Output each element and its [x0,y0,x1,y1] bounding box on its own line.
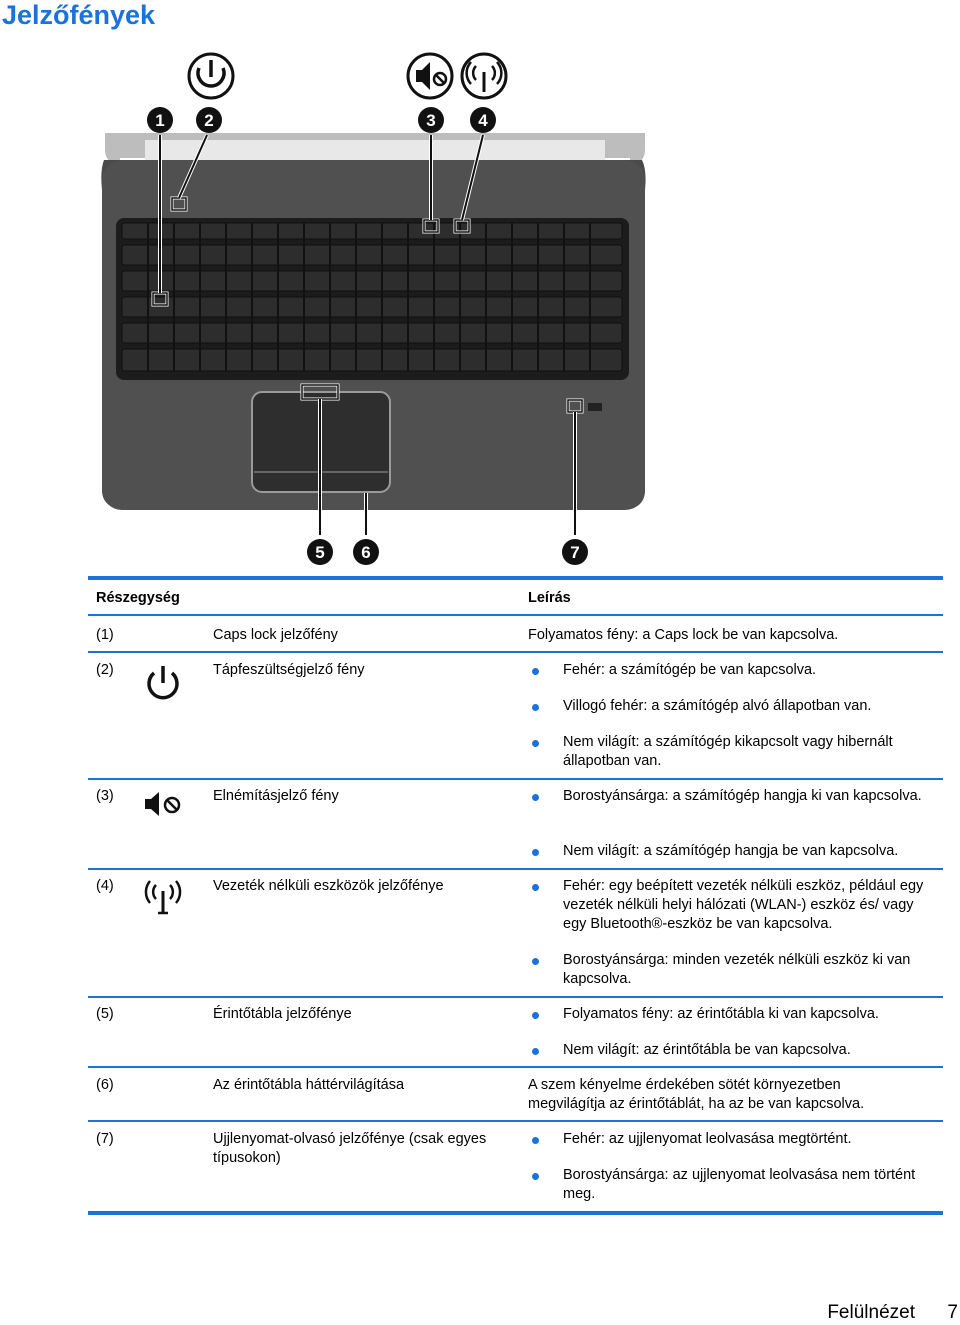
bullet-text: Fehér: az ujjlenyomat leolvasása megtörtént. [563,1131,852,1147]
table-rule [88,651,943,653]
header-description: Leírás [528,590,571,606]
row-name: Érintőtábla jelzőfénye [213,1006,352,1022]
bullet-text: Nem világít: az érintőtábla be van kapcsolva. [563,1042,851,1058]
callout-label: 3 [426,111,436,130]
row-num: (4) [96,878,114,894]
row-name: Ujjlenyomat-olvasó jelzőfénye (csak egyes típusokon) [213,1131,487,1166]
callout-label: 4 [478,111,488,130]
power-icon [189,54,233,98]
callout-label: 6 [361,543,371,562]
row-num: (3) [96,788,114,804]
bullet-text: Borostyánsárga: a számítógép hangja ki van kapcsolva. [563,788,922,804]
callout-label: 1 [155,111,165,130]
page-number: 7 [947,1302,958,1323]
row-name: Vezeték nélküli eszközök jelzőfénye [213,878,444,894]
header-component: Részegység [96,590,180,606]
bullet-text: Borostyánsárga: az ujjlenyomat leolvasása nem történt meg. [563,1167,916,1202]
row-num: (5) [96,1006,114,1022]
table-rule [88,1120,943,1122]
row-name: Tápfeszültségjelző fény [213,662,365,678]
bullet-text: Nem világít: a számítógép kikapcsolt vagy hibernált állapotban van. [563,734,893,769]
row-name: Caps lock jelzőfény [213,627,338,643]
callout-label: 5 [315,543,325,562]
callout-label: 7 [570,543,580,562]
bullet-text: Folyamatos fény: az érintőtábla ki van kapcsolva. [563,1006,879,1022]
row-num: (1) [96,627,114,643]
mute-icon [408,54,452,98]
bullet-text: Fehér: a számítógép be van kapcsolva. [563,662,817,678]
table-rule [88,996,943,998]
bullet-text: Borostyánsárga: minden vezeték nélküli eszköz ki van kapcsolva. [563,952,911,987]
footer-section: Felülnézet [827,1302,915,1323]
bullet-text: Villogó fehér: a számítógép alvó állapotban van. [563,698,872,714]
bullet-text: Fehér: egy beépített vezeték nélküli eszköz, például egy vezeték nélküli helyi hálózati (WLAN-) eszköz és/ vagy egy Bluetooth®-eszköz be van kapcsolva. [563,878,924,932]
table-rule [88,778,943,780]
page-title: Jelzőfények [2,0,156,30]
power-icon [143,664,183,708]
wireless-icon [462,54,506,98]
table-rule [88,614,943,616]
row-num: (2) [96,662,114,678]
row-desc: A szem kényelme érdekében sötét környezetben megvilágítja az érintőtáblát, ha az be van kapcsolva. [528,1077,865,1112]
table-rule [88,1211,943,1215]
row-desc: Folyamatos fény: a Caps lock be van kapcsolva. [528,627,839,643]
callout-label: 2 [204,111,214,130]
laptop-top-view-figure [90,40,670,580]
wireless-icon [143,879,183,923]
row-name: Elnémításjelző fény [213,788,339,804]
table-rule [88,868,943,870]
bullet-text: Nem világít: a számítógép hangja be van kapcsolva. [563,843,899,859]
row-num: (7) [96,1131,114,1147]
mute-icon [143,791,183,823]
table-rule [88,576,943,580]
row-num: (6) [96,1077,114,1093]
table-rule [88,1066,943,1068]
row-name: Az érintőtábla háttérvilágítása [213,1077,405,1093]
